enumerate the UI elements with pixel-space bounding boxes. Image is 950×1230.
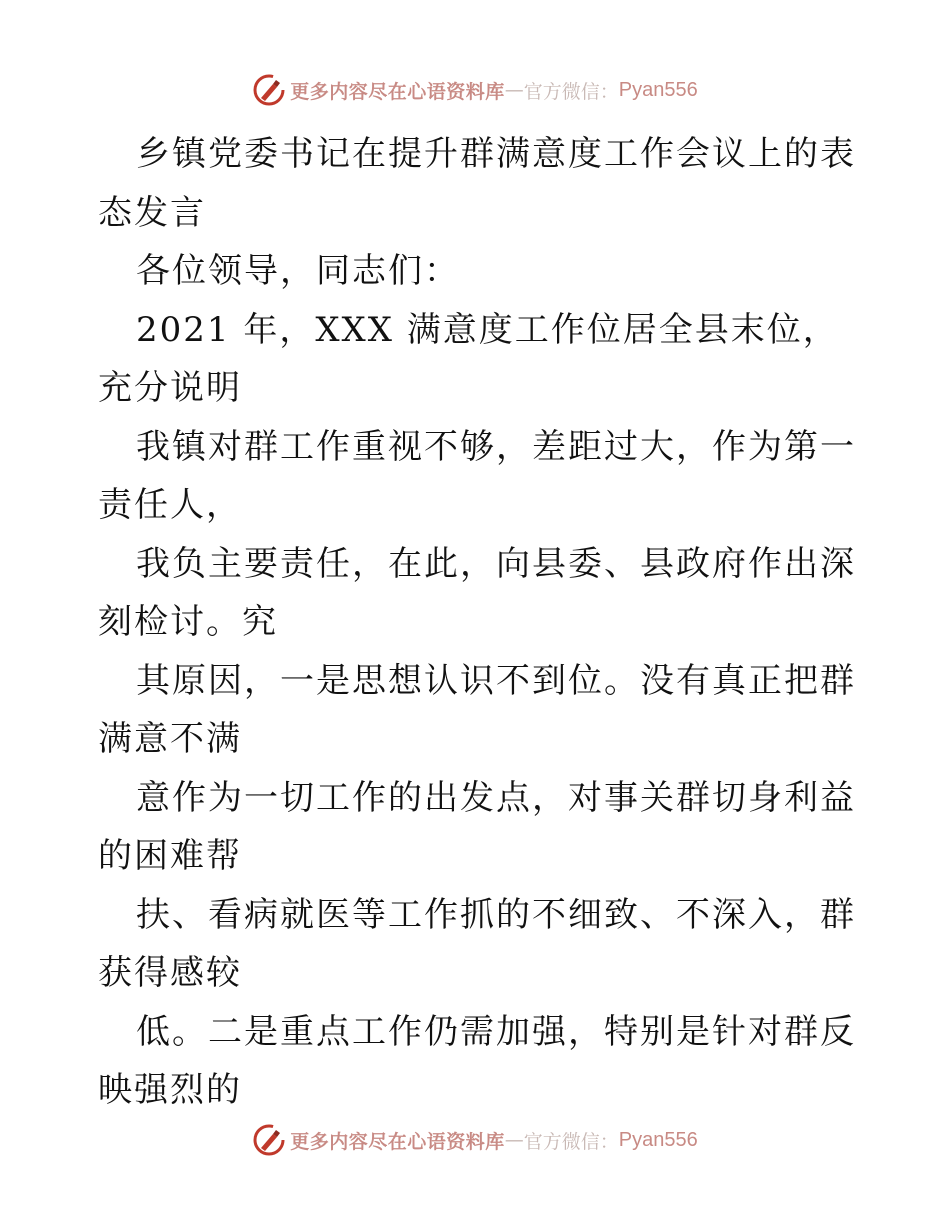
watermark-banner-bottom <box>0 1120 950 1160</box>
document-title: 乡镇党委书记在提升群满意度工作会议上的表态发言 <box>98 134 856 233</box>
watermark-banner-top <box>0 70 950 110</box>
watermark-id: Pyan556 <box>618 78 698 101</box>
paragraph: 意作为一切工作的出发点，对事关群切身利益的困难帮 <box>98 777 856 876</box>
document-body <box>98 125 858 1120</box>
paragraph: 2021 年，XXX 满意度工作位居全县末位，充分说明 <box>98 309 839 408</box>
watermark-suffix: 官方微信： <box>523 1130 619 1153</box>
watermark-id: Pyan556 <box>618 1128 698 1151</box>
salutation: 各位领导，同志们： <box>136 251 460 291</box>
watermark-text: 更多内容尽在心语资料库 <box>290 80 505 103</box>
pen-logo-icon <box>252 1123 286 1157</box>
paragraph: 其原因，一是思想认识不到位。没有真正把群满意不满 <box>98 660 856 759</box>
paragraph: 低。二是重点工作仍需加强，特别是针对群反映强烈的 <box>98 1011 856 1110</box>
pen-logo-icon <box>252 73 286 107</box>
watermark-suffix: 官方微信： <box>523 80 619 103</box>
paragraph: 我负主要责任，在此，向县委、县政府作出深刻检讨。究 <box>98 543 856 642</box>
paragraph: 扶、看病就医等工作抓的不细致、不深入，群获得感较 <box>98 894 856 993</box>
watermark-dash: — <box>504 79 524 101</box>
paragraph: 我镇对群工作重视不够，差距过大，作为第一责任人， <box>98 426 856 525</box>
watermark-text: 更多内容尽在心语资料库 <box>290 1130 505 1153</box>
watermark-dash: — <box>504 1129 524 1151</box>
